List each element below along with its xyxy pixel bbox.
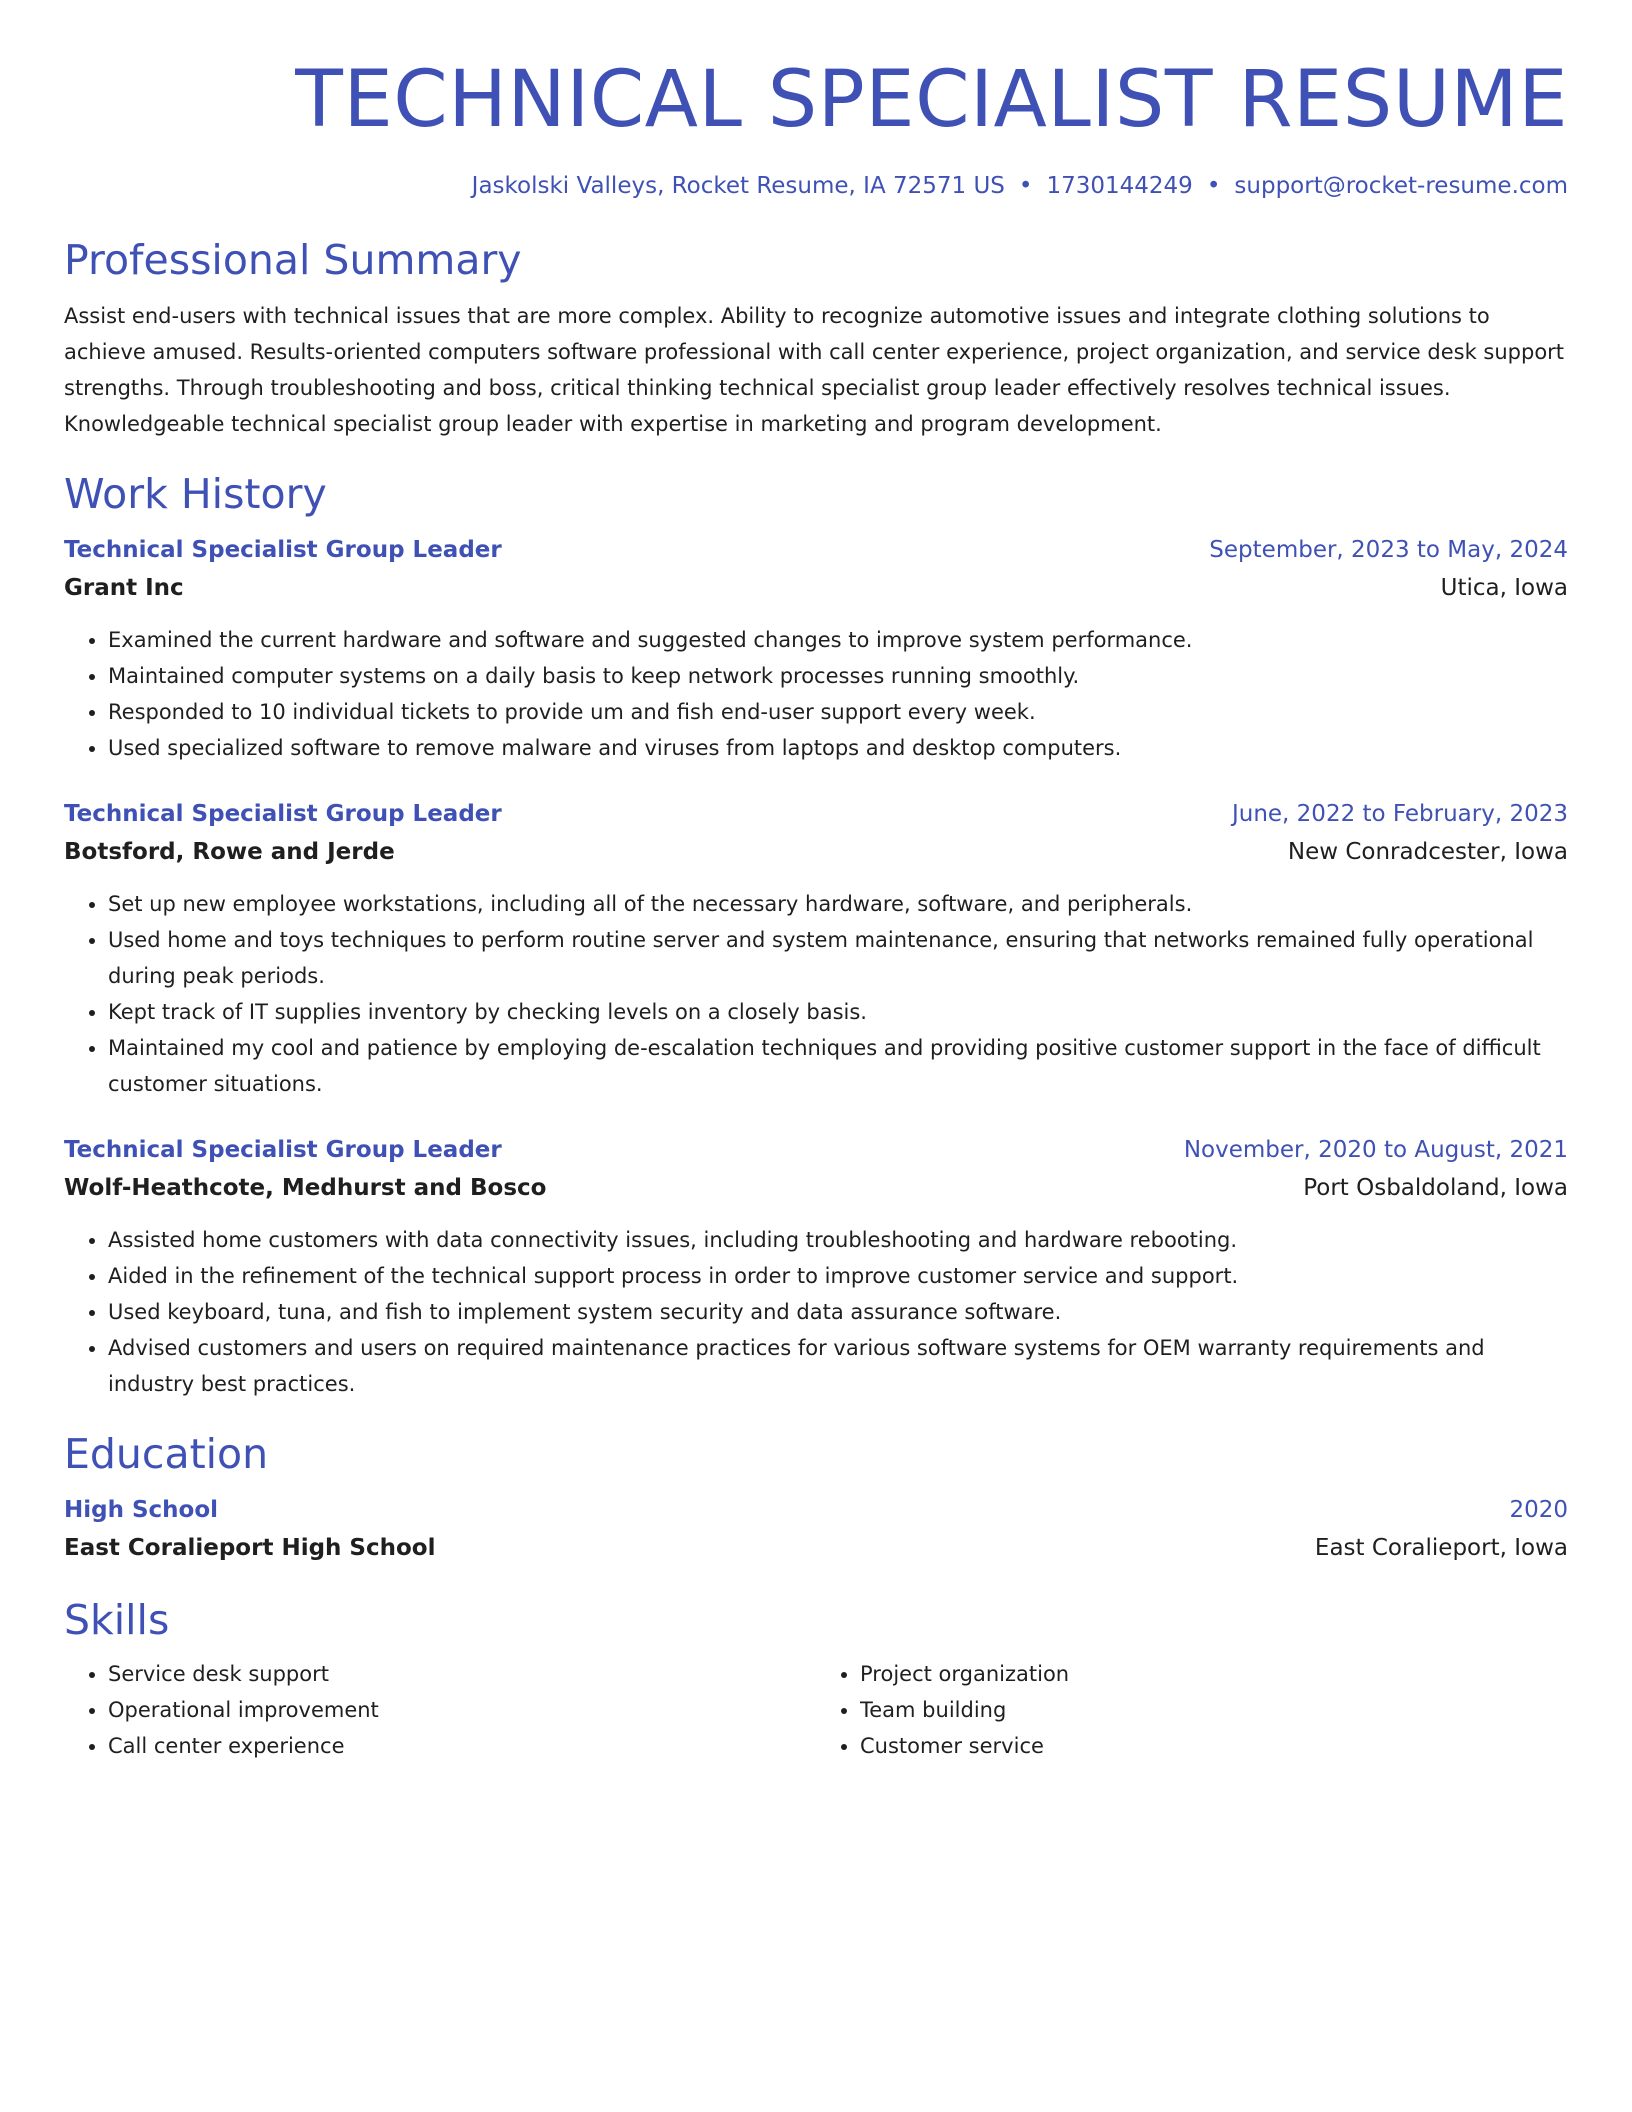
education-school-row [64,1528,1568,1568]
job-employer-row [64,832,1568,872]
skill-item: • Customer service [860,1728,1568,1764]
skills-list [64,1656,816,1764]
job-bullet: • Maintained my cool and patience by employing de-escalation techniques and providing positive customer support in the face of difficult customer situations. [108,1030,1568,1102]
work-history-heading: Work History [64,470,327,518]
education-school: East Coralieport High School [64,1535,436,1561]
job-location: Utica, Iowa [1440,575,1568,601]
contact-separator: • [1018,173,1033,199]
education-location: East Coralieport, Iowa [1314,1535,1568,1561]
skills-column-left [64,1656,816,1764]
skills-column-right [816,1656,1568,1764]
job-bullet: • Aided in the refinement of the technical support process in order to improve customer service and support. [108,1258,1568,1294]
job-title: Technical Specialist Group Leader [64,537,502,563]
summary-text: Assist end-users with technical issues that are more complex. Ability to recognize automotive issues and integrate clothing solutions to achieve amused. Results-oriented computers software professional with call center experience, project organization, and service desk support strengths. Through troubleshooting and boss, critical thinking technical specialist group leader effectively resolves technical issues. Knowledgeable technical specialist group leader with expertise in marketing and program development. [64,304,1565,436]
job-title: Technical Specialist Group Leader [64,1137,502,1163]
education-year: 2020 [1509,1497,1568,1523]
job-bullet: • Responded to 10 individual tickets to provide um and fish end-user support every week. [108,694,1568,730]
contact-email[interactable]: support@rocket-resume.com [1234,173,1568,199]
job-employer-row [64,1168,1568,1208]
contact-line [64,170,1568,202]
contact-separator: • [1206,173,1221,199]
education-header-row [64,1492,1568,1528]
job-entry [64,796,1568,1102]
job-dates: June, 2022 to February, 2023 [1231,801,1568,827]
skill-item: • Service desk support [108,1656,816,1692]
skill-item: • Team building [860,1692,1568,1728]
job-header-row [64,532,1568,568]
skills-list [816,1656,1568,1764]
education-degree: High School [64,1497,219,1523]
job-employer: Grant Inc [64,575,184,601]
resume-title: TECHNICAL SPECIALIST RESUME [295,55,1568,145]
contact-address: Jaskolski Valleys, Rocket Resume, IA 72571 US [471,173,1005,199]
job-bullet: • Advised customers and users on required maintenance practices for various software systems for OEM warranty requirements and industry best practices. [108,1330,1568,1402]
summary-heading: Professional Summary [64,236,522,284]
skills-grid [64,1656,1568,1764]
skill-item: • Operational improvement [108,1692,816,1728]
job-bullet: • Kept track of IT supplies inventory by checking levels on a closely basis. [108,994,1568,1030]
job-bullet: • Maintained computer systems on a daily basis to keep network processes running smoothly. [108,658,1568,694]
job-bullets [64,1222,1568,1402]
job-dates: November, 2020 to August, 2021 [1183,1137,1568,1163]
job-employer-row [64,568,1568,608]
job-employer: Wolf-Heathcote, Medhurst and Bosco [64,1175,547,1201]
job-location: New Conradcester, Iowa [1287,839,1568,865]
job-title: Technical Specialist Group Leader [64,801,502,827]
education-entry [64,1492,1568,1568]
skill-item: • Call center experience [108,1728,816,1764]
contact-phone: 1730144249 [1046,173,1193,199]
job-bullet: • Used home and toys techniques to perform routine server and system maintenance, ensuring that networks remained fully operational during peak periods. [108,922,1568,994]
job-bullet: • Used keyboard, tuna, and fish to implement system security and data assurance software. [108,1294,1568,1330]
job-bullets [64,622,1568,766]
job-bullet: • Used specialized software to remove malware and viruses from laptops and desktop computers. [108,730,1568,766]
job-location: Port Osbaldoland, Iowa [1303,1175,1568,1201]
job-entry [64,532,1568,766]
job-employer: Botsford, Rowe and Jerde [64,839,395,865]
education-heading: Education [64,1430,269,1478]
job-header-row [64,1132,1568,1168]
job-bullets [64,886,1568,1102]
skill-item: • Project organization [860,1656,1568,1692]
job-bullet: • Examined the current hardware and software and suggested changes to improve system performance. [108,622,1568,658]
resume-page [64,0,1568,1764]
job-header-row [64,796,1568,832]
skills-heading: Skills [64,1596,170,1644]
job-dates: September, 2023 to May, 2024 [1209,537,1568,563]
job-bullet: • Set up new employee workstations, including all of the necessary hardware, software, and peripherals. [108,886,1568,922]
job-bullet: • Assisted home customers with data connectivity issues, including troubleshooting and hardware rebooting. [108,1222,1568,1258]
job-entry [64,1132,1568,1402]
